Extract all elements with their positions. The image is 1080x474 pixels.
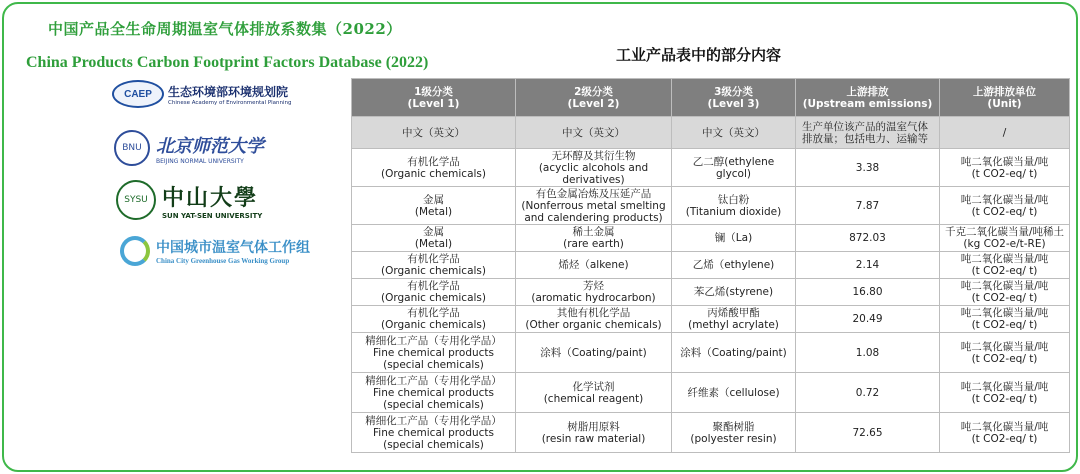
level2-cell-line: (aromatic hydrocarbon) — [531, 292, 656, 304]
level2-cell — [516, 279, 672, 306]
unit-cell-line: 吨二氧化碳当量/吨 — [960, 155, 1049, 168]
level2-cell-line: (resin raw material) — [541, 432, 646, 445]
level3-cell — [672, 187, 796, 225]
title-chinese: 中国产品全生命周期温室气体排放系数集（2022） — [48, 20, 402, 38]
level3-cell-line: (methyl acrylate) — [688, 319, 779, 331]
level3-cell — [672, 306, 796, 333]
unit-cell — [940, 187, 1070, 225]
table-row — [352, 225, 1070, 252]
level2-cell-line: and calendering products) — [524, 211, 663, 224]
level1-cell — [352, 252, 516, 279]
level1-cell — [352, 279, 516, 306]
unit-cell — [940, 373, 1070, 413]
level2-cell-line: (Nonferrous metal smelting — [521, 199, 666, 212]
level2-cell-line: 化学试剂 — [572, 380, 615, 393]
level1-cell-line: Fine chemical products — [373, 386, 494, 399]
level3-cell-line: 钛白粉 — [717, 193, 750, 206]
level3-cell-line: 镧（La) — [714, 232, 753, 244]
level2-cell-line: 涂料（Coating/paint) — [540, 346, 647, 359]
level1-cell-line: (special chemicals) — [383, 398, 484, 411]
upstream-value-cell: 72.65 — [796, 413, 940, 453]
unit-cell — [940, 279, 1070, 306]
upstream-value-cell: 3.38 — [796, 149, 940, 187]
level2-cell — [516, 252, 672, 279]
level1-cell-line: 精细化工产品（专用化学品） — [365, 414, 502, 427]
level3-cell-line: 丙烯酸甲酯 — [707, 307, 760, 319]
column-header-cn: 上游排放单位 — [973, 85, 1036, 98]
level1-cell-line: Fine chemical products — [373, 346, 494, 359]
level2-cell — [516, 373, 672, 413]
unit-cell-line: (t CO2-eq/ t) — [971, 265, 1038, 277]
table-subheader-row — [352, 117, 1070, 149]
unit-cell — [940, 413, 1070, 453]
level3-cell-line: 乙烯（ethylene) — [692, 259, 775, 271]
table-row — [352, 306, 1070, 333]
level2-cell-line: (Other organic chemicals) — [525, 319, 662, 331]
level1-cell-line: 有机化学品 — [407, 280, 460, 292]
table-title: 工业产品表中的部分内容 — [616, 46, 782, 64]
level3-cell — [672, 373, 796, 413]
level1-cell-line: 精细化工产品（专用化学品） — [365, 374, 502, 387]
unit-cell-line: (t CO2-eq/ t) — [971, 167, 1038, 180]
level1-cell-line: 金属 — [423, 193, 444, 206]
caep-name-en: Chinese Academy of Environmental Planning — [168, 99, 292, 106]
subheader-cell: 中文（英文） — [672, 117, 796, 149]
level1-cell — [352, 149, 516, 187]
table-row — [352, 413, 1070, 453]
column-header-en: (Level 1) — [407, 97, 460, 110]
sysu-logo — [116, 180, 262, 220]
level1-cell — [352, 373, 516, 413]
level3-cell — [672, 333, 796, 373]
level3-cell — [672, 279, 796, 306]
level3-cell — [672, 149, 796, 187]
upstream-value-cell: 20.49 — [796, 306, 940, 333]
unit-cell — [940, 225, 1070, 252]
level3-cell-line: 聚酯树脂 — [712, 420, 755, 433]
column-header — [796, 79, 940, 117]
level1-cell — [352, 333, 516, 373]
unit-cell-line: (t CO2-eq/ t) — [971, 292, 1038, 304]
subheader-cell: 中文（英文） — [352, 117, 516, 149]
bnu-name-cn: 北京师范大学 — [156, 135, 264, 157]
level2-cell-line: 芳烃 — [583, 280, 604, 292]
column-header-en: (Unit) — [987, 97, 1022, 110]
level3-cell — [672, 413, 796, 453]
sysu-seal-icon: SYSU — [116, 180, 156, 220]
level2-cell-line: derivatives) — [562, 173, 625, 186]
unit-cell-line: (t CO2-eq/ t) — [971, 205, 1038, 218]
level2-cell-line: 烯烃（alkene) — [558, 259, 629, 271]
unit-cell — [940, 149, 1070, 187]
level3-cell-line: 纤维素（cellulose) — [687, 386, 780, 399]
bnu-logo — [114, 130, 264, 166]
table-row — [352, 252, 1070, 279]
ccgwg-logo — [120, 236, 310, 266]
subheader-cell: 生产单位该产品的温室气体排放量；包括电力、运输等 — [796, 117, 940, 149]
level1-cell-line: Fine chemical products — [373, 426, 494, 439]
level2-cell-line: 有色金属冶炼及压延产品 — [535, 187, 652, 200]
table-header-row — [352, 79, 1070, 117]
upstream-value-cell: 2.14 — [796, 252, 940, 279]
ccgwg-name-en: China City Greenhouse Gas Working Group — [156, 257, 290, 265]
level1-cell — [352, 413, 516, 453]
unit-cell — [940, 333, 1070, 373]
caep-emblem-icon: CAEP — [112, 80, 164, 108]
level3-cell-line: (polyester resin) — [690, 432, 777, 445]
column-header-cn: 上游排放 — [846, 85, 889, 98]
table-row — [352, 373, 1070, 413]
column-header-cn: 3级分类 — [714, 85, 753, 98]
unit-cell-line: 吨二氧化碳当量/吨 — [960, 380, 1049, 393]
level1-cell-line: (Organic chemicals) — [381, 265, 486, 277]
sysu-name-en: SUN YAT-SEN UNIVERSITY — [162, 211, 263, 220]
column-header — [352, 79, 516, 117]
ccgwg-name-cn: 中国城市温室气体工作组 — [156, 240, 310, 256]
level2-cell-line: 树脂用原料 — [567, 420, 620, 433]
unit-cell-line: 吨二氧化碳当量/吨 — [960, 420, 1049, 433]
level2-cell-line: (rare earth) — [563, 238, 624, 250]
upstream-value-cell: 16.80 — [796, 279, 940, 306]
level1-cell-line: (Metal) — [414, 238, 453, 250]
unit-cell-line: (kg CO2-e/t-RE) — [963, 238, 1046, 250]
column-header — [940, 79, 1070, 117]
level3-cell-line: 乙二醇(ethylene glycol) — [692, 155, 775, 180]
level2-cell — [516, 149, 672, 187]
unit-cell-line: (t CO2-eq/ t) — [971, 319, 1038, 331]
unit-cell-line: 吨二氧化碳当量/吨 — [960, 253, 1049, 265]
unit-cell-line: 千克二氧化碳当量/吨稀土 — [944, 226, 1065, 238]
level3-cell-line: 苯乙烯(styrene) — [693, 286, 774, 298]
column-header — [516, 79, 672, 117]
unit-cell-line: 吨二氧化碳当量/吨 — [960, 307, 1049, 319]
unit-cell-line: (t CO2-eq/ t) — [971, 392, 1038, 405]
unit-cell — [940, 252, 1070, 279]
table-row — [352, 279, 1070, 306]
level2-cell-line: 其他有机化学品 — [556, 307, 631, 319]
level2-cell — [516, 306, 672, 333]
unit-cell-line: 吨二氧化碳当量/吨 — [960, 280, 1049, 292]
level2-cell-line: 无环醇及其衍生物 — [551, 149, 636, 162]
level2-cell — [516, 333, 672, 373]
table-row — [352, 149, 1070, 187]
level3-cell-line: (Titanium dioxide) — [685, 205, 782, 218]
unit-cell-line: (t CO2-eq/ t) — [971, 432, 1038, 445]
column-header-en: (Level 2) — [567, 97, 620, 110]
level1-cell — [352, 225, 516, 252]
caep-logo — [112, 80, 292, 108]
column-header-en: (Upstream emissions) — [802, 97, 933, 110]
bnu-seal-icon: BNU — [114, 130, 150, 166]
level2-cell — [516, 225, 672, 252]
upstream-value-cell: 872.03 — [796, 225, 940, 252]
upstream-value-cell: 7.87 — [796, 187, 940, 225]
level1-cell-line: (Organic chemicals) — [381, 319, 486, 331]
unit-cell — [940, 306, 1070, 333]
upstream-value-cell: 1.08 — [796, 333, 940, 373]
level1-cell-line: 有机化学品 — [407, 307, 460, 319]
column-header-en: (Level 3) — [707, 97, 760, 110]
unit-cell-line: 吨二氧化碳当量/吨 — [960, 193, 1049, 206]
level1-cell-line: (Organic chemicals) — [381, 292, 486, 304]
level3-cell-line: 涂料（Coating/paint) — [680, 346, 787, 359]
level2-cell — [516, 187, 672, 225]
level1-cell-line: 有机化学品 — [407, 155, 460, 168]
sysu-name-cn: 中山大學 — [162, 184, 259, 211]
bnu-name-en: BEIJING NORMAL UNIVERSITY — [156, 157, 244, 165]
column-header — [672, 79, 796, 117]
level1-cell-line: 金属 — [423, 226, 444, 238]
level1-cell-line: (Organic chemicals) — [381, 167, 486, 180]
card-frame — [2, 2, 1078, 472]
level1-cell — [352, 187, 516, 225]
level3-cell — [672, 252, 796, 279]
subheader-cell: 中文（英文） — [516, 117, 672, 149]
level1-cell — [352, 306, 516, 333]
column-header-cn: 1级分类 — [414, 85, 453, 98]
upstream-value-cell: 0.72 — [796, 373, 940, 413]
level2-cell — [516, 413, 672, 453]
level3-cell — [672, 225, 796, 252]
caep-name-cn: 生态环境部环境规划院 — [168, 84, 289, 99]
unit-cell-line: (t CO2-eq/ t) — [971, 352, 1038, 365]
level1-cell-line: (special chemicals) — [383, 358, 484, 371]
level2-cell-line: (acyclic alcohols and — [538, 161, 649, 174]
level1-cell-line: (special chemicals) — [383, 438, 484, 451]
table-row — [352, 333, 1070, 373]
ccgwg-emblem-icon — [120, 236, 150, 266]
level2-cell-line: (chemical reagent) — [543, 392, 644, 405]
unit-cell-line: 吨二氧化碳当量/吨 — [960, 340, 1049, 353]
level1-cell-line: 精细化工产品（专用化学品） — [365, 334, 502, 347]
column-header-cn: 2级分类 — [574, 85, 613, 98]
emission-factors-table — [351, 78, 1070, 453]
title-english: China Products Carbon Footprint Factors Database (2022) — [26, 54, 429, 71]
table-row — [352, 187, 1070, 225]
subheader-cell: / — [940, 117, 1070, 149]
level1-cell-line: (Metal) — [414, 205, 453, 218]
level1-cell-line: 有机化学品 — [407, 253, 460, 265]
level2-cell-line: 稀土金属 — [572, 226, 615, 238]
